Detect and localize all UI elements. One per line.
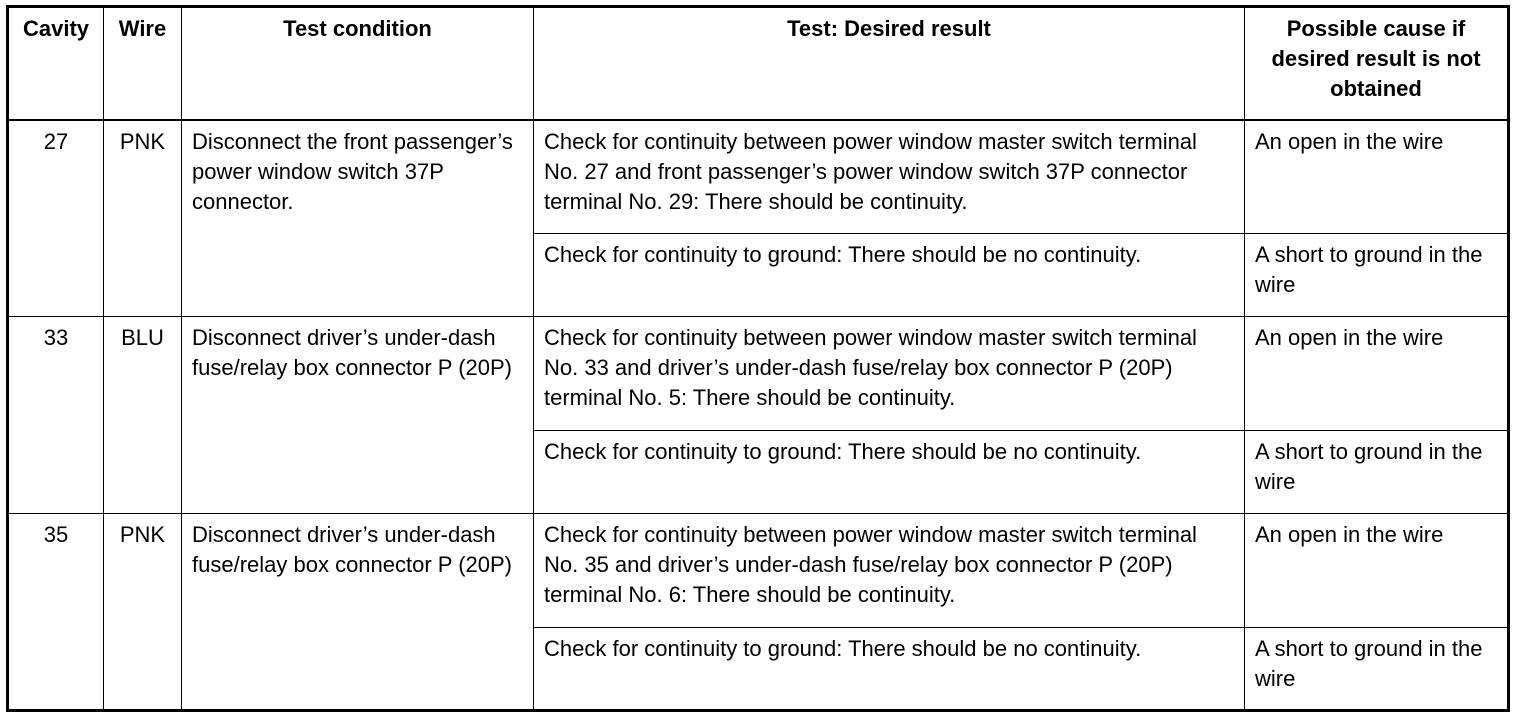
possible-cause-cell: A short to ground in the wire	[1245, 431, 1509, 514]
header-possible-cause: Possible cause if desired result is not obtained	[1245, 7, 1509, 120]
cavity-cell: 27	[8, 120, 104, 317]
diagnostic-table	[6, 5, 1510, 712]
wire-cell: PNK	[104, 120, 182, 317]
table-row	[8, 120, 1509, 234]
header-row	[8, 7, 1509, 120]
cavity-cell: 33	[8, 317, 104, 514]
desired-result-cell: Check for continuity between power window master switch terminal No. 33 and driver’s under-dash fuse/relay box connector P (20P) terminal No. 5: There should be continuity.	[534, 317, 1245, 431]
test-condition-cell: Disconnect the front passenger’s power window switch 37P connector.	[182, 120, 534, 317]
test-condition-cell: Disconnect driver’s under-dash fuse/relay box connector P (20P)	[182, 514, 534, 711]
desired-result-cell: Check for continuity between power window master switch terminal No. 27 and front passenger’s power window switch 37P connector terminal No. 29: There should be continuity.	[534, 120, 1245, 234]
wire-cell: PNK	[104, 514, 182, 711]
wire-cell: BLU	[104, 317, 182, 514]
table-row	[8, 514, 1509, 628]
desired-result-cell: Check for continuity between power window master switch terminal No. 35 and driver’s under-dash fuse/relay box connector P (20P) terminal No. 6: There should be continuity.	[534, 514, 1245, 628]
header-wire: Wire	[104, 7, 182, 120]
test-condition-cell: Disconnect driver’s under-dash fuse/relay box connector P (20P)	[182, 317, 534, 514]
possible-cause-cell: A short to ground in the wire	[1245, 234, 1509, 317]
possible-cause-cell: An open in the wire	[1245, 317, 1509, 431]
header-test-condition: Test condition	[182, 7, 534, 120]
header-desired-result: Test: Desired result	[534, 7, 1245, 120]
table-row	[8, 317, 1509, 431]
possible-cause-cell: A short to ground in the wire	[1245, 628, 1509, 711]
desired-result-cell: Check for continuity to ground: There should be no continuity.	[534, 431, 1245, 514]
possible-cause-cell: An open in the wire	[1245, 120, 1509, 234]
possible-cause-cell: An open in the wire	[1245, 514, 1509, 628]
header-cavity: Cavity	[8, 7, 104, 120]
desired-result-cell: Check for continuity to ground: There should be no continuity.	[534, 628, 1245, 711]
cavity-cell: 35	[8, 514, 104, 711]
desired-result-cell: Check for continuity to ground: There should be no continuity.	[534, 234, 1245, 317]
